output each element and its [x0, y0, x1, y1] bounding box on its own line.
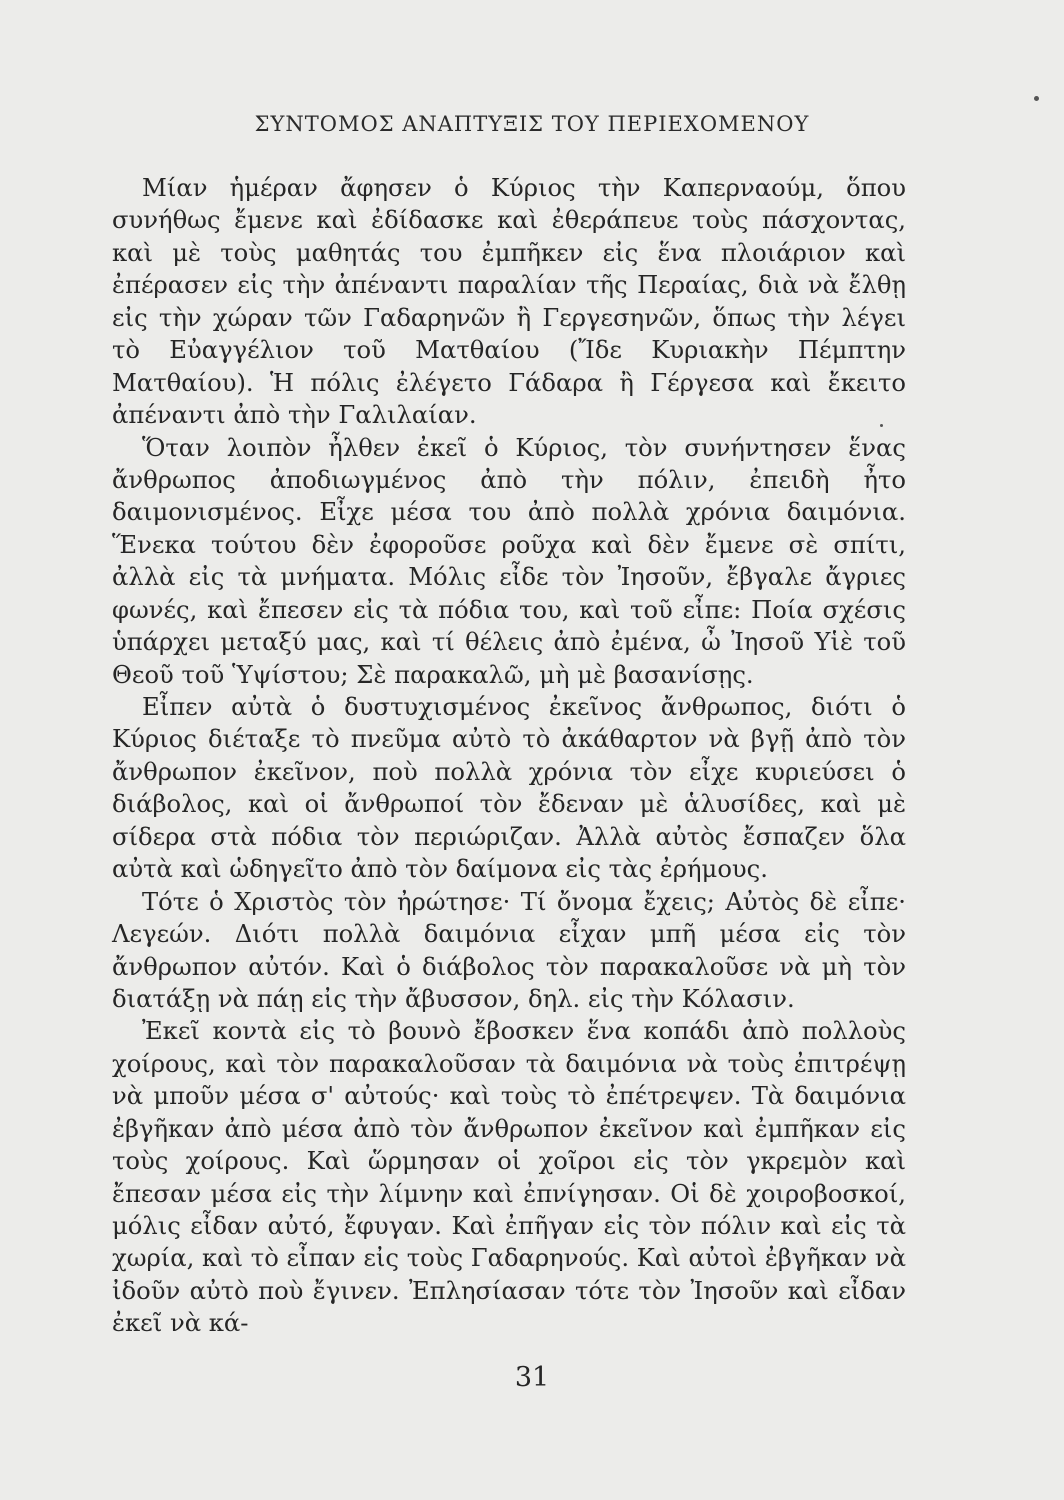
body-text [112, 172, 906, 1340]
print-speck [1034, 96, 1039, 101]
paragraph-2: Ὅταν λοιπὸν ἦλθεν ἐκεῖ ὁ Κύριος, τὸν συνήντησεν ἕνας ἄνθρωπος ἀποδιωγμένος ἀπὸ τὴν πόλιν, ἐπειδὴ ἦτο δαιμονισμένος. Εἶχε μέσα του ἀπὸ πολλὰ χρόνια δαιμόνια. Ἕνεκα τούτου δὲν ἐφοροῦσε ροῦχα καὶ δὲν ἔμενε σὲ σπίτι, ἀλλὰ εἰς τὰ μνήματα. Μόλις εἶδε τὸν Ἰησοῦν, ἔβγαλε ἄγριες φωνές, καὶ ἔπεσεν εἰς τὰ πόδια του, καὶ τοῦ εἶπε: Ποία σχέσις ὑπάρχει μεταξύ μας, καὶ τί θέλεις ἀπὸ ἐμένα, ὦ Ἰησοῦ Υἱὲ τοῦ Θεοῦ τοῦ Ὑψίστου; Σὲ παρακαλῶ, μὴ μὲ βασανίσῃς. [112, 432, 906, 689]
paragraph-4: Τότε ὁ Χριστὸς τὸν ἠρώτησε· Τί ὄνομα ἔχεις; Αὐτὸς δὲ εἶπε· Λεγεών. Διότι πολλὰ δαιμόνια εἶχαν μπῆ μέσα εἰς τὸν ἄνθρωπον αὐτόν. Καὶ ὁ διάβολος τὸν παρακαλοῦσε νὰ μὴ τὸν διατάξῃ νὰ πάῃ εἰς τὴν ἄβυσσον, δηλ. εἰς τὴν Κόλασιν. [112, 886, 906, 1013]
page-number: 31 [514, 1362, 550, 1393]
paragraph-3: Εἶπεν αὐτὰ ὁ δυστυχισμένος ἐκεῖνος ἄνθρωπος, διότι ὁ Κύριος διέταξε τὸ πνεῦμα αὐτὸ τὸ ἀκάθαρτον νὰ βγῇ ἀπὸ τὸν ἄνθρωπον ἐκεῖνον, ποὺ πολλὰ χρόνια τὸν εἶχε κυριεύσει ὁ διάβολος, καὶ οἱ ἄνθρωποί τὸν ἔδεναν μὲ ἁλυσίδες, καὶ μὲ σίδερα στὰ πόδια τὸν περιώριζαν. Ἀλλὰ αὐτὸς ἔσπαζεν ὅλα αὐτὰ καὶ ὡδηγεῖτο ἀπὸ τὸν δαίμονα εἰς τὰς ἐρήμους. [112, 692, 906, 884]
running-title: ΣΥΝΤΟΜΟΣ ΑΝΑΠΤΥΞΙΣ ΤΟΥ ΠΕΡΙΕΧΟΜΕΝΟΥ [254, 112, 810, 136]
print-speck [880, 424, 883, 427]
paragraph-1: Μίαν ἡμέραν ἄφησεν ὁ Κύριος τὴν Καπερναούμ, ὅπου συνήθως ἔμενε καὶ ἐδίδασκε καὶ ἐθεράπευε τοὺς πάσχοντας, καὶ μὲ τοὺς μαθητάς του ἐμπῆκεν εἰς ἕνα πλοιάριον καὶ ἐπέρασεν εἰς τὴν ἀπέναντι παραλίαν τῆς Περαίας, διὰ νὰ ἔλθῃ εἰς τὴν χώραν τῶν Γαδαρηνῶν ἢ Γεργεσηνῶν, ὅπως τὴν λέγει τὸ Εὐαγγέλιον τοῦ Ματθαίου (Ἴδε Κυριακὴν Πέμπτην Ματθαίου). Ἡ πόλις ἐλέγετο Γάδαρα ἢ Γέργεσα καὶ ἔκειτο ἀπέναντι ἀπὸ τὴν Γαλιλαίαν. [112, 173, 906, 430]
paragraph-5: Ἐκεῖ κοντὰ εἰς τὸ βουνὸ ἔβοσκεν ἕνα κοπάδι ἀπὸ πολλοὺς χοίρους, καὶ τὸν παρακαλοῦσαν τὰ δαιμόνια νὰ τοὺς ἐπιτρέψῃ νὰ μποῦν μέσα σ' αὐτούς· καὶ τοὺς τὸ ἐπέτρεψεν. Τὰ δαιμόνια ἐβγῆκαν ἀπὸ μέσα ἀπὸ τὸν ἄνθρωπον ἐκεῖνον καὶ ἐμπῆκαν εἰς τοὺς χοίρους. Καὶ ὥρμησαν οἱ χοῖροι εἰς τὸν γκρεμὸν καὶ ἔπεσαν μέσα εἰς τὴν λίμνην καὶ ἐπνίγησαν. Οἱ δὲ χοιροβοσκοί, μόλις εἶδαν αὐτό, ἔφυγαν. Καὶ ἐπῆγαν εἰς τὸν πόλιν καὶ εἰς τὰ χωρία, καὶ τὸ εἶπαν εἰς τοὺς Γαδαρηνούς. Καὶ αὐτοὶ ἐβγῆκαν νὰ ἰδοῦν αὐτὸ ποὺ ἔγινεν. Ἐπλησίασαν τότε τὸν Ἰησοῦν καὶ εἶδαν ἐκεῖ νὰ κά- [112, 1016, 906, 1338]
